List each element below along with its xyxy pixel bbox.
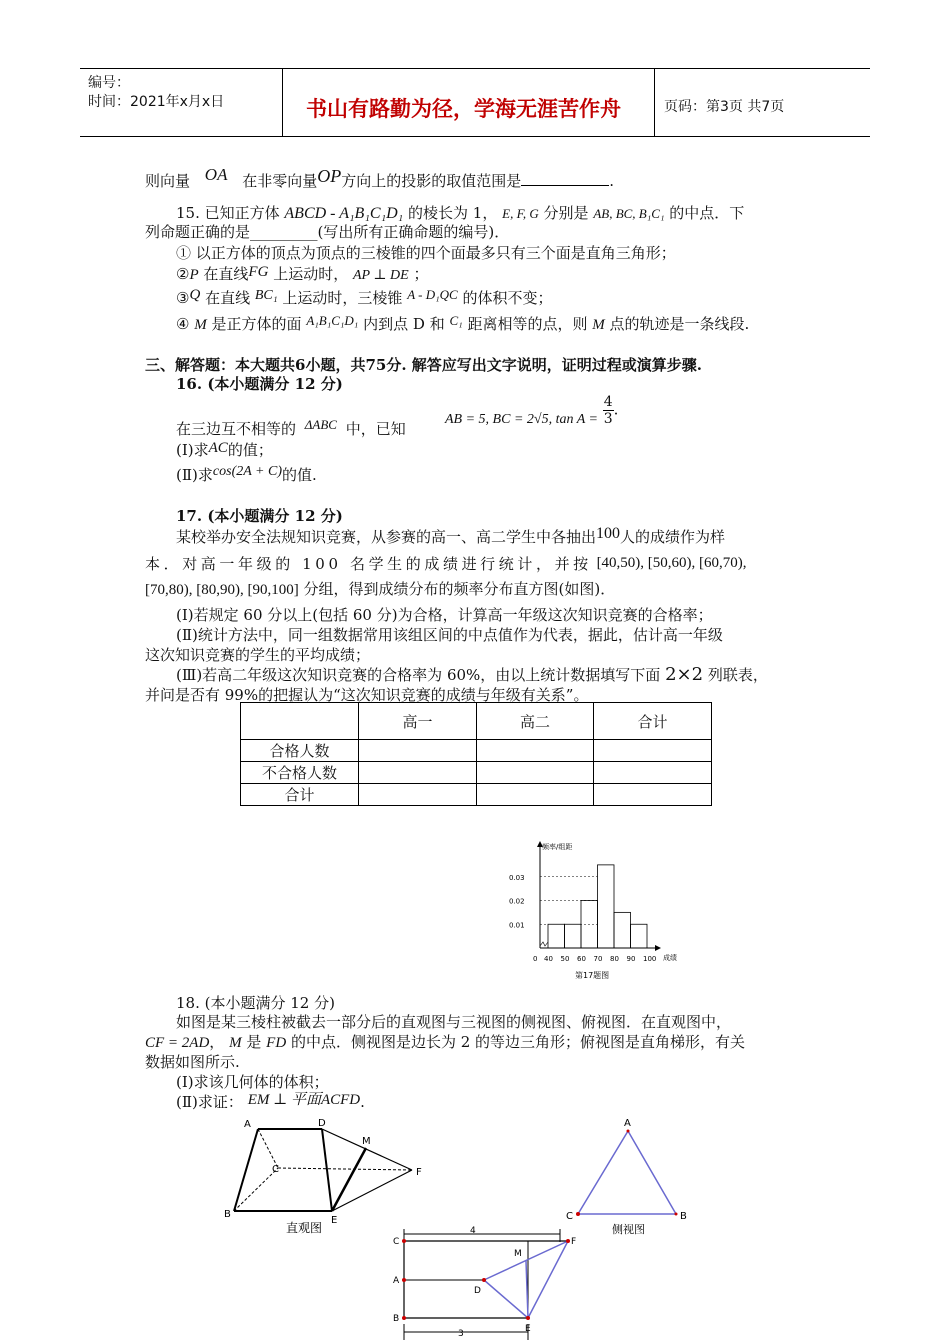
item2-num: ② — [176, 265, 190, 283]
q16-given — [445, 394, 618, 427]
q18-part2-label: (Ⅱ)求证： — [176, 1093, 243, 1111]
side-caption: 侧视图 — [612, 1223, 645, 1236]
col-grade2: 高二 — [477, 703, 594, 740]
histogram-bar — [598, 865, 615, 948]
cos-expr: cos(2A + C) — [212, 464, 282, 479]
item4-text-e: 点的轨迹是一条线段. — [609, 315, 750, 333]
q18-text-b: 是 — [246, 1033, 262, 1051]
part1-label: (Ⅰ)求 — [176, 441, 209, 459]
cf-expr: CF = 2AD — [145, 1035, 210, 1051]
frac-den: 3 — [603, 411, 613, 427]
point-p: P — [189, 267, 199, 283]
vertex-c — [576, 1212, 580, 1216]
q16-text-b: 中，已知 — [345, 420, 406, 438]
pyramid-name: A - D₁QC — [407, 287, 458, 302]
x-tick-label: 0 — [533, 955, 538, 963]
row-total: 合计 — [241, 784, 359, 806]
item3-num: ③ — [176, 289, 190, 307]
points-efg: E, F, G — [502, 206, 539, 221]
top-label-e: E — [525, 1324, 531, 1334]
q16-line — [176, 418, 406, 439]
item2-text-c: 上运动时， — [273, 265, 349, 283]
part2-text: 的值. — [281, 466, 317, 484]
point-d-top — [482, 1278, 486, 1282]
triangle-name: ΔABC — [304, 417, 337, 432]
item4-text-d: 距离相等的点，则 — [467, 315, 588, 333]
x-tick-label: 80 — [610, 955, 619, 963]
top-label-c: C — [393, 1237, 400, 1247]
vector-oa: OA — [204, 165, 228, 184]
item3-text-e: 的体积不变； — [462, 289, 553, 307]
table-cell[interactable] — [477, 740, 594, 762]
intervals-line1: [40,50), [50,60), [60,70), — [596, 555, 747, 571]
table-cell[interactable] — [359, 740, 477, 762]
table-cell[interactable] — [359, 784, 477, 806]
x-axis-label: 成绩 — [663, 954, 677, 962]
q17-p1-b: 人的成绩作为样 — [620, 528, 726, 546]
table-corner — [241, 703, 359, 740]
q14-line — [145, 165, 615, 191]
header-motto: 书山有路勤为径，学海无涯苦作舟 — [306, 97, 621, 121]
point-q: Q — [189, 287, 201, 303]
dim-top-label: 4 — [470, 1226, 476, 1236]
face-name: A₁B₁C₁D₁ — [306, 313, 359, 328]
histogram-bar — [565, 924, 582, 948]
header-divider-1 — [282, 69, 283, 136]
table-cell[interactable] — [594, 784, 712, 806]
top-label-f: F — [571, 1237, 577, 1247]
q17-p2 — [145, 553, 747, 574]
y-axis-label: 频率/组距 — [542, 843, 573, 851]
q17-part1: (Ⅰ)若规定 60 分以上(包括 60 分)为合格，计算高一年级这次知识竞赛的合格率； — [176, 606, 713, 624]
item4-num: ④ — [176, 315, 190, 333]
side-triangle — [578, 1131, 676, 1214]
side-label-b: B — [680, 1211, 687, 1222]
intervals-line2: [70,80), [80,90), [90,100] — [145, 582, 299, 598]
top-view-figure — [388, 1224, 588, 1344]
fraction — [603, 394, 614, 427]
table-cell[interactable] — [594, 740, 712, 762]
y-tick-label: 0.01 — [509, 921, 525, 930]
contingency-table — [240, 702, 712, 806]
q18-part1: (Ⅰ)求该几何体的体积； — [176, 1073, 329, 1091]
q18-part2-end: . — [360, 1093, 365, 1111]
label-f: F — [416, 1167, 422, 1178]
label-m: M — [362, 1136, 371, 1147]
point-a-top — [402, 1278, 406, 1282]
q18-title: 18. (本小题满分 12 分) — [176, 994, 335, 1012]
line-fg: FG — [248, 264, 269, 280]
page-label: 页码：第3页 共7页 — [664, 99, 785, 115]
point-m2: M — [592, 317, 605, 333]
q17-part2-l1: (Ⅱ)统计方法中，同一组数据常用该组区间的中点值作为代表，据此，估计高一年级 — [176, 626, 723, 644]
q18-l2 — [145, 1031, 745, 1052]
x-axis-arrow — [655, 945, 661, 951]
histogram-plot — [509, 841, 677, 980]
label-d: D — [318, 1118, 326, 1129]
x-tick-label: 70 — [593, 955, 603, 963]
given-expr: AB = 5, BC = 2√5, tan A = — [445, 411, 598, 427]
point-m-q18: M — [229, 1035, 242, 1051]
q18-l3: 数据如图所示. — [145, 1053, 240, 1071]
side-label-a: A — [624, 1118, 631, 1129]
item2-expr: AP ⊥ DE — [353, 268, 409, 283]
label-b: B — [224, 1209, 231, 1220]
frac-num: 4 — [603, 394, 613, 410]
edge-de — [322, 1129, 332, 1211]
y-tick-label: 0.03 — [509, 873, 525, 882]
q14-end: . — [609, 172, 615, 190]
histogram-bar — [548, 924, 565, 948]
q15-item3 — [176, 287, 553, 308]
q17-p3-b: 分组，得到成绩分布的频率分布直方图(如图)． — [303, 580, 616, 598]
x-tick-label: 50 — [560, 955, 570, 963]
q15-item1: ① 以正方体的顶点为顶点的三棱锥的四个面最多只有三个面是直角三角形； — [176, 244, 676, 262]
q17-title: 17. (本小题满分 12 分) — [176, 507, 343, 525]
intuitive-figure — [220, 1115, 430, 1235]
point-e-top — [526, 1316, 530, 1320]
q15-text-c: 分别是 — [543, 204, 589, 222]
col-grade1: 高一 — [359, 703, 477, 740]
top-label-m: M — [514, 1249, 522, 1259]
vertex-b — [675, 1213, 678, 1216]
label-a: A — [244, 1119, 251, 1130]
point-c-top — [402, 1239, 406, 1243]
intuitive-caption: 直观图 — [286, 1221, 323, 1235]
label-e: E — [331, 1215, 338, 1226]
table-row — [241, 740, 712, 762]
part2-label: (Ⅱ)求 — [176, 466, 213, 484]
row-fail: 不合格人数 — [241, 762, 359, 784]
q15-text-b: 的棱长为 1， — [408, 204, 498, 222]
edge-cf — [278, 1168, 412, 1170]
table-cell[interactable] — [477, 784, 594, 806]
top-label-b: B — [393, 1314, 400, 1324]
item3-text-b: 在直线 — [205, 289, 251, 307]
q15-line1 — [176, 202, 744, 223]
table-size: 2×2 — [665, 664, 704, 685]
q16-part1 — [176, 439, 273, 460]
table-row — [241, 762, 712, 784]
q17-part3-l1 — [176, 664, 768, 685]
histogram-bar — [614, 912, 631, 948]
line-bc1: BC₁ — [254, 288, 278, 303]
top-label-d: D — [474, 1286, 481, 1296]
q14-text-a: 则向量 — [145, 172, 191, 190]
label-c: C — [272, 1164, 279, 1175]
point-f-top — [566, 1239, 570, 1243]
side-label-c: C — [566, 1211, 573, 1222]
q15-line2: 列命题正确的是_________(写出所有正确命题的编号)． — [145, 223, 510, 241]
segment-em — [332, 1148, 366, 1211]
q16-text-a: 在三边互不相等的 — [176, 420, 297, 438]
point-b-top — [402, 1316, 406, 1320]
q18-l1: 如图是某三棱柱被截去一部分后的直观图与三视图的侧视图、俯视图．在直观图中， — [176, 1013, 732, 1031]
given-end: . — [613, 400, 619, 419]
item4-text-c: 内到点 D 和 — [363, 315, 445, 333]
x-tick-label: 40 — [544, 955, 553, 963]
axis-break — [540, 942, 548, 946]
dim-bottom-label: 3 — [458, 1329, 464, 1339]
q17-p1-a: 某校举办安全法规知识竞赛，从参赛的高一、高二学生中各抽出 — [176, 528, 597, 546]
item3-text-c: 上运动时，三棱锥 — [282, 289, 403, 307]
top-view-lines — [404, 1229, 568, 1340]
q17-part3-l2: 并问是否有 99%的把握认为“这次知识竞赛的成绩与年级有关系”。 — [145, 686, 589, 704]
side-view-figure — [560, 1113, 690, 1238]
q15-text-a: 15. 已知正方体 — [176, 204, 280, 222]
y-tick-label: 0.02 — [509, 897, 525, 906]
x-tick-label: 100 — [643, 955, 657, 963]
number-label: 编号： — [88, 75, 130, 91]
q16-title: 16. (本小题满分 12 分) — [176, 375, 343, 393]
time-label: 时间：2021年x月x日 — [88, 94, 225, 110]
histogram-bar — [631, 924, 648, 948]
q17-p2-a: 本．对高一年级的 100 名学生的成绩进行统计，并按 — [145, 555, 592, 573]
q18-part2 — [176, 1091, 365, 1112]
table-cell[interactable] — [359, 762, 477, 784]
answer-blank[interactable] — [521, 171, 609, 186]
q15-item2 — [176, 263, 428, 284]
q15-text-d: 的中点．下 — [669, 204, 745, 222]
edge-ef-top — [528, 1241, 568, 1318]
q14-text-b: 在非零向量 — [242, 172, 318, 190]
q14-text-c: 方向上的投影的取值范围是 — [341, 172, 522, 190]
q15-item4 — [176, 313, 749, 334]
histogram-chart — [500, 838, 690, 988]
point-m: M — [194, 317, 207, 333]
segment-fd: FD — [266, 1035, 287, 1051]
em-expr: EM ⊥ 平面ACFD — [247, 1092, 361, 1108]
q18-text-c: 的中点．侧视图是边长为 2 的等边三角形；俯视图是直角梯形，有关 — [290, 1033, 746, 1051]
page-header — [80, 68, 870, 137]
part3-text-b: 列联表， — [707, 666, 768, 684]
table-header-row — [241, 703, 712, 740]
edges-list: AB, BC, B₁C₁ — [593, 206, 665, 221]
item2-end: ； — [413, 265, 429, 283]
q17-p1 — [176, 526, 725, 547]
header-left — [88, 69, 278, 136]
q17-part2-l2: 这次知识竞赛的学生的平均成绩； — [145, 646, 371, 664]
header-divider-2 — [654, 69, 655, 136]
item4-text-b: 是正方体的面 — [211, 315, 302, 333]
sample-size: 100 — [596, 525, 621, 542]
top-view-blue — [484, 1241, 568, 1318]
point-c1: C₁ — [449, 313, 463, 328]
vector-op: OP — [317, 166, 342, 186]
top-label-a: A — [393, 1276, 400, 1286]
vertex-a — [627, 1130, 630, 1133]
chart-caption: 第17题图 — [575, 971, 610, 980]
col-total: 合计 — [594, 703, 712, 740]
part1-text: 的值； — [227, 441, 273, 459]
edge-ac — [258, 1129, 278, 1168]
table-cell[interactable] — [594, 762, 712, 784]
row-pass: 合格人数 — [241, 740, 359, 762]
section-3-heading: 三、解答题：本大题共6小题，共75分. 解答应写出文字说明，证明过程或演算步骤. — [145, 356, 702, 374]
q17-p3 — [145, 578, 615, 599]
q16-part2 — [176, 464, 317, 485]
edge-de-top — [484, 1280, 528, 1318]
q18-comma: ， — [209, 1033, 225, 1051]
segment-ac: AC — [208, 440, 228, 456]
x-tick-label: 90 — [626, 955, 636, 963]
table-row — [241, 784, 712, 806]
cube-name: ABCD - A₁B₁C₁D₁ — [284, 205, 404, 222]
x-tick-label: 60 — [577, 955, 586, 963]
part3-text-a: (Ⅲ)若高二年级这次知识竞赛的合格率为 60%，由以上统计数据填写下面 — [176, 666, 661, 684]
table-cell[interactable] — [477, 762, 594, 784]
item2-text-b: 在直线 — [203, 265, 249, 283]
